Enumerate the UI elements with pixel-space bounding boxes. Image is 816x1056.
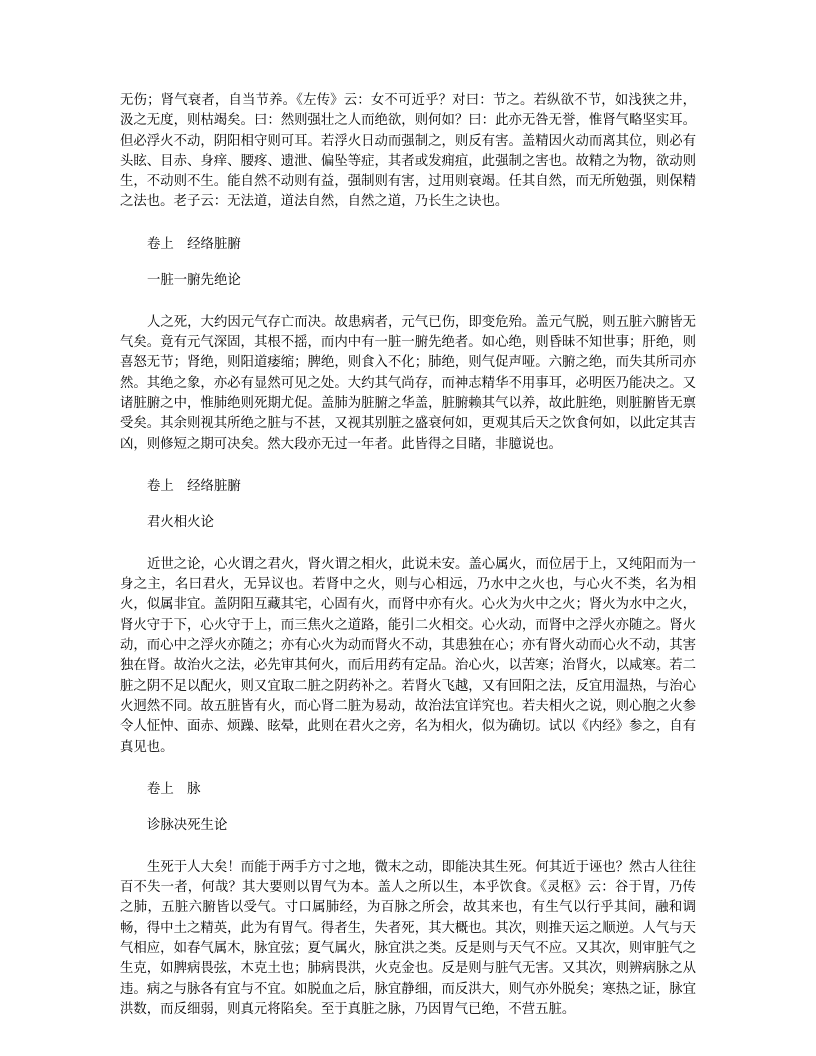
section-heading-title: 一脏一腑先绝论 — [147, 272, 241, 288]
paragraph-organ-failure: 人之死，大约因元气存亡而决。故患病者，元气已伤，即变危殆。盖元气脱，则五脏六腑皆无气矣。竟有元气深固，其根不摇，而内中有一脏一腑先绝者。如心绝，则昏昧不知世事；肝绝，则喜怒无节；肾绝，则阳道痿缩；脾绝，则食入不化；肺绝，则气促声哑。六腑之绝，而失其所司亦然。其绝之象，亦必有显然可见之处。大约其气尚存，而神志精华不用事耳，必明医乃能决之。又诸脏腑之中，惟肺绝则死期尤促。盖肺为脏腑之华盖，脏腑赖其气以养，故此脏绝，则脏腑皆无禀受矣。其余则视其所绝之脏与不甚，又视其别脏之盛衰何如，更观其后天之饮食何如，以此定其吉凶，则修短之期可决矣。然大段亦无过一年者。此皆得之目睹，非臆说也。 — [120, 314, 697, 452]
section-heading-title: 君火相火论 — [147, 514, 214, 530]
section-heading-volume: 卷上 脉 — [147, 781, 201, 797]
paragraph-intro: 无伤；肾气衰者，自当节养。《左传》云：女不可近乎？对曰：节之。若纵欲不节，如浅狭之井，汲之无度，则枯竭矣。曰：然则强壮之人而绝欲，则何如？曰：此亦无咎无誉，惟肾气略坚实耳。但必浮火不动，阴阳相守则可耳。若浮火日动而强制之，则反有害。盖精因火动而离其位，则必有头眩、目赤、身痒、腰疼、遗泄、偏坠等症，其者或发痈疽，此强制之害也。故精之为物，欲动则生，不动则不生。能自然不动则有益，强制则有害，过用则衰竭。任其自然，而无所勉强，则保精之法也。老子云：无法道，道法自然，自然之道，乃长生之诀也。 — [120, 93, 696, 210]
document-page — [120, 91, 696, 1020]
section-heading-volume: 卷上 经络脏腑 — [147, 478, 241, 494]
section-heading-volume: 卷上 经络脏腑 — [147, 236, 241, 252]
section-heading-title: 诊脉决死生论 — [147, 817, 228, 833]
paragraph-fire-theory: 近世之论，心火谓之君火，肾火谓之相火，此说未安。盖心属火，而位居于上，又纯阳而为一身之主，名曰君火，无异议也。若肾中之火，则与心相远，乃水中之火也，与心火不类，名为相火，似属非宜。盖阴阳互藏其宅，心固有火，而肾中亦有火。心火为火中之火；肾火为水中之火，肾火守于下，心火守于上，而三焦火之道路，能引二火相交。心火动，而肾中之浮火亦随之。肾火动，而心中之浮火亦随之；亦有心火为动而肾火不动，其患独在心；亦有肾火动而心火不动，其害独在肾。故治火之法，必先审其何火，而后用药有定品。治心火，以苦寒；治肾火，以咸寒。若二脏之阴不足以配火，则又宜取二脏之阴药补之。若肾火飞越，又有回阳之法，反宜用温热，与治心火迥然不同。故五脏皆有火，而心肾二脏为易动，故治法宜详究也。若夫相火之说，则心胞之火参令人怔忡、面赤、烦躁、眩晕，此则在君火之旁，名为相火，似为确切。试以《内经》参之，自有真见也。 — [120, 556, 697, 755]
paragraph-pulse-diagnosis: 生死于人大矣！而能于两手方寸之地，微末之动，即能决其生死。何其近于诬也？然古人往往百不失一者，何哉？其大要则以胃气为本。盖人之所以生，本乎饮食。《灵枢》云：谷于胃，乃传之肺，五脏六腑皆以受气。寸口属肺经，为百脉之所会，故其来也，有生气以行乎其间，融和调畅，得中土之精英，此为有胃气。得者生，失者死，其大概也。其次，则推天运之顺逆。人气与天气相应，如春气属木，脉宜弦；夏气属火，脉宜洪之类。反是则与天气不应。又其次，则审脏气之生克，如脾病畏弦，木克土也；肺病畏洪，火克金也。反是则与脏气无害。又其次，则辨病脉之从违。病之与脉各有宜与不宜。如脱血之后，脉宜静细，而反洪大，则气亦外脱矣；寒热之证，脉宜洪数，而反细弱，则真元将陷矣。至于真脏之脉，乃因胃气已绝，不营五脏。 — [120, 859, 697, 1017]
